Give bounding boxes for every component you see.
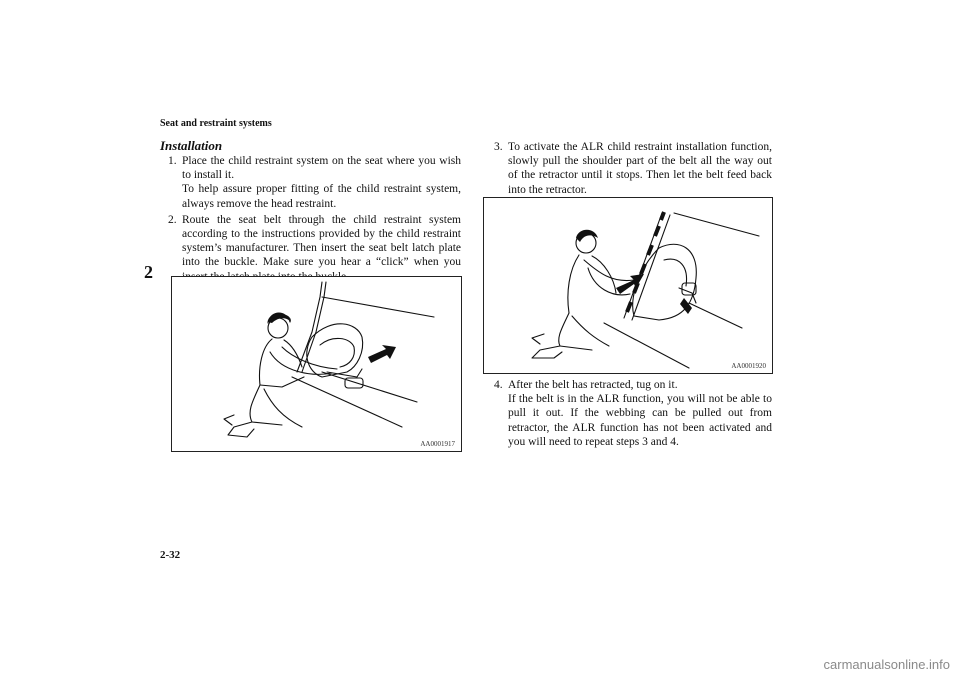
step-number: 2.	[168, 213, 177, 226]
step-text: After the belt has retracted, tug on it.	[508, 379, 678, 391]
illustration-woman-pulling-belt	[484, 198, 772, 373]
watermark: carmanualsonline.info	[823, 657, 950, 672]
step-text: Route the seat belt through the child restraint system according to the instructions provided by the child restraint system’s manufacturer. Then insert the seat belt latch plate into the buckle. Make sure you hear a “click” when you	[182, 213, 461, 269]
figure-id: AA0001917	[420, 440, 455, 448]
step-4	[494, 378, 772, 449]
step-text: Place the child restraint system on the seat where you wish to install it.	[182, 155, 461, 182]
step-number: 3.	[494, 141, 503, 153]
step-text: To activate the ALR child restraint installation function, slowly pull the shoulder part of the belt all the way out of the retractor until it stops. Then let the belt feed back into the retractor.	[508, 141, 772, 196]
figure-child-seat-install	[171, 276, 462, 452]
step-note: To help assure proper fitting of the child restraint system, always remove the head restraint.	[182, 183, 461, 210]
section-title: Installation	[160, 138, 223, 153]
figure-alr-activation	[483, 197, 773, 374]
step-3	[494, 140, 772, 197]
page-number: 2-32	[160, 549, 181, 561]
chapter-tab: 2	[144, 262, 153, 282]
right-steps-top	[494, 140, 772, 199]
step-note: If the belt is in the ALR function, you will not be able to pull it out. If the webbing can be pulled out from retractor, the ALR function has not been activated and you will need to repeat steps 3 and 4.	[508, 393, 772, 448]
illustration-woman-installing-seat	[172, 277, 461, 451]
left-steps	[168, 154, 461, 286]
figure-id: AA0001920	[731, 362, 766, 370]
right-steps-bottom	[494, 378, 772, 451]
running-header: Seat and restraint systems	[160, 118, 272, 129]
step-1	[168, 154, 461, 211]
step-number: 4.	[494, 379, 503, 391]
step-2	[168, 213, 461, 284]
step-number: 1.	[168, 155, 177, 167]
